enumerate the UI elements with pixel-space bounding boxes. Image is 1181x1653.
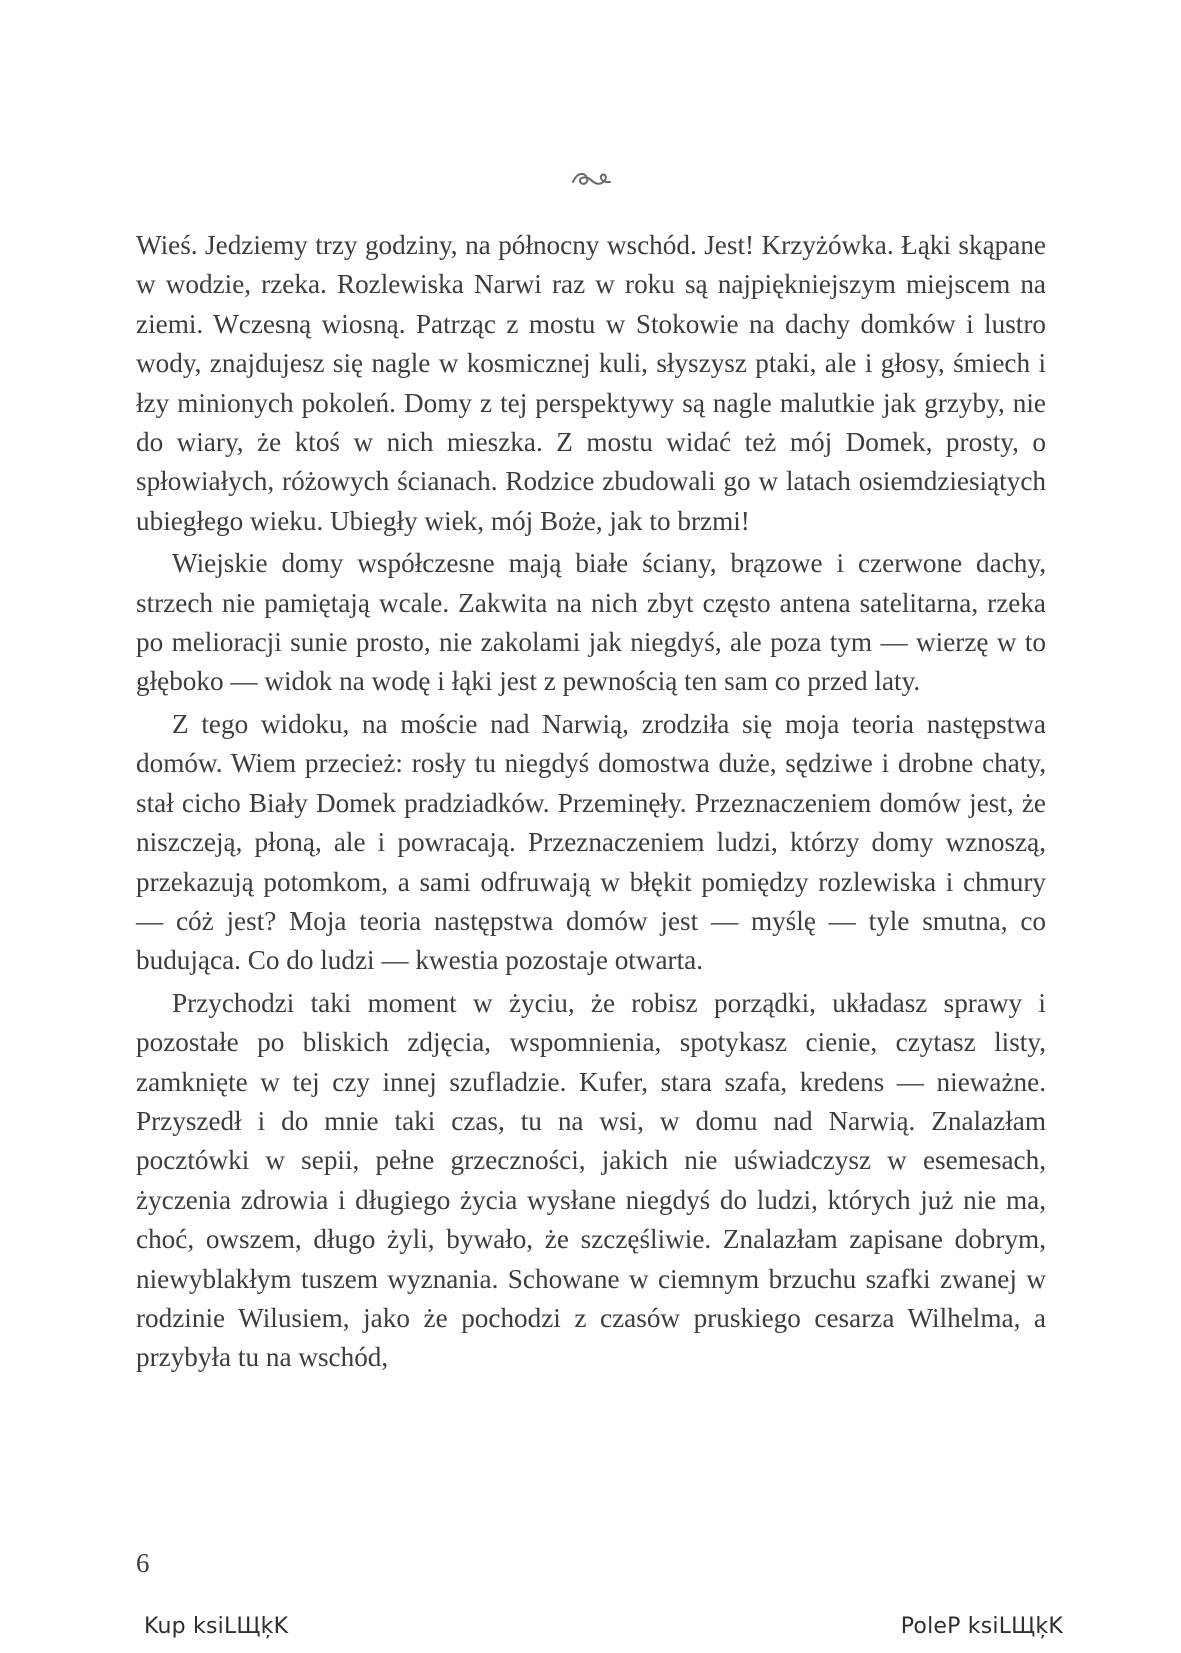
footer-recommend-link[interactable]: PoleP ksiLЩķK: [900, 1614, 1063, 1639]
body-text: [136, 226, 1046, 1381]
paragraph: Wieś. Jedziemy trzy godziny, na północny wschód. Jest! Krzyżówka. Łąki skąpane w wodzie, rzeka. Rozlewiska Narwi raz w roku są najpiękniejszym miejscem na ziemi. Wczesną wiosną. Patrząc z mostu w Stokowie na dachy domków i lustro wody, znajdujesz się nagle w kosmicznej kuli, słyszysz ptaki, ale i głosy, śmiech i łzy minionych pokoleń. Domy z tej perspektywy są nagle malutkie jak grzyby, nie do wiary, że ktoś w nich mieszka. Z mostu widać też mój Domek, prosty, o spłowiałych, różowych ścianach. Rodzice zbudowali go w latach osiemdziesiątych ubiegłego wieku. Ubiegły wiek, mój Boże, jak to brzmi!: [136, 230, 1046, 536]
paragraph: Przychodzi taki moment w życiu, że robisz porządki, układasz sprawy i pozostałe po bliskich zdjęcia, wspomnienia, spotykasz cienie, czytasz listy, zamknięte w tej czy innej szufladzie. Kufer, stara szafa, kredens — nieważne. Przyszedł i do mnie taki czas, tu na wsi, w domu nad Narwią. Znalazłam pocztówki w sepii, pełne grzeczności, jakich nie uświadczysz w esemesach, życzenia zdrowia i długiego życia wysłane niegdyś do ludzi, których już nie ma, choć, owszem, długo żyli, bywało, że szczęśliwie. Znalazłam zapisane dobrym, niewyblakłym tuszem wyznania. Schowane w ciemnym brzuchu szafki zwanej w rodzinie Wilusiem, jako że pochodzi z czasów pruskiego cesarza Wilhelma, a przybyła tu na wschód,: [136, 987, 1046, 1373]
paragraph: Z tego widoku, na moście nad Narwią, zrodziła się moja teoria następstwa domów. Wiem przecież: rosły tu niegdyś domostwa duże, sędziwe i drobne chaty, stał cicho Biały Domek pradziadków. Przeminęły. Przeznaczeniem domów jest, że niszczeją, płoną, ale i powracają. Przeznaczeniem ludzi, którzy domy wznoszą, przekazują potomkom, a sami odfruwają w błękit pomiędzy rozlewiska i chmury — cóż jest? Moja teoria następstwa domów jest — myślę — tyle smutna, co budująca. Co do ludzi — kwestia pozostaje otwarta.: [136, 708, 1046, 976]
page-number: 6: [136, 1548, 150, 1578]
ornament: [0, 168, 1181, 194]
flourish-icon: [569, 175, 613, 194]
footer-buy-link[interactable]: Kup ksiLЩķK: [144, 1614, 289, 1639]
paragraph: Wiejskie domy współczesne mają białe ściany, brązowe i czerwone dachy, strzech nie pamiętają wcale. Zakwita na nich zbyt często antena satelitarna, rzeka po melioracji sunie prosto, nie zakolami jak niegdyś, ale poza tym — wierzę w to głęboko — widok na wodę i łąki jest z pewnością ten sam co przed laty.: [136, 548, 1046, 697]
